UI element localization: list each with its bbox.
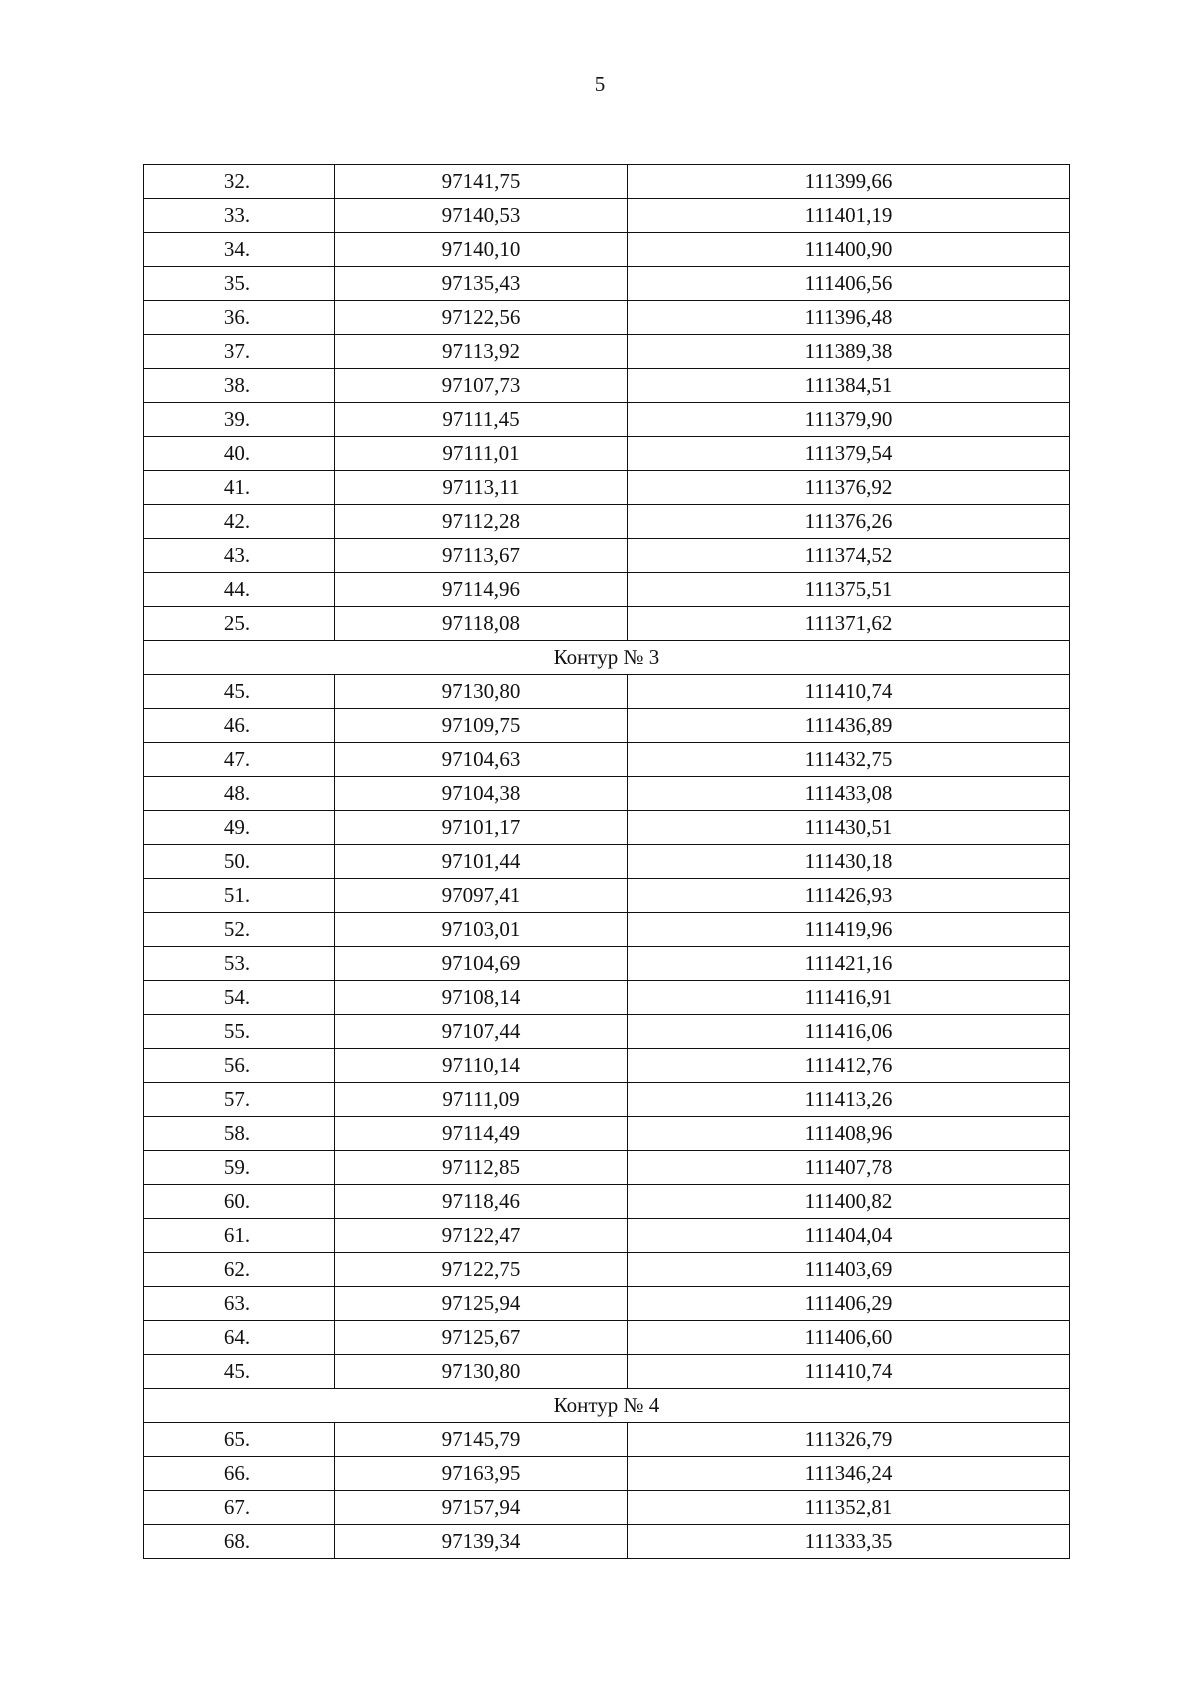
point-number: 36. [223, 305, 251, 329]
y-coordinate: 111436,89 [628, 709, 1070, 743]
point-number-cell [144, 471, 335, 505]
point-number: 25. [223, 611, 251, 635]
point-number-cell [144, 709, 335, 743]
point-number-cell [144, 1219, 335, 1253]
point-number: 42. [223, 509, 251, 533]
point-number-cell [144, 1117, 335, 1151]
point-number: 65. [223, 1427, 251, 1451]
point-number: 35. [223, 271, 251, 295]
point-number: 55. [223, 1019, 251, 1043]
point-number: 68. [223, 1529, 251, 1553]
x-coordinate: 97122,56 [335, 301, 628, 335]
x-coordinate: 97113,11 [335, 471, 628, 505]
point-number-cell [144, 301, 335, 335]
point-number: 32. [223, 169, 251, 193]
table-row [144, 573, 1070, 607]
table-row [144, 913, 1070, 947]
table-row [144, 165, 1070, 199]
x-coordinate: 97112,28 [335, 505, 628, 539]
table-row [144, 505, 1070, 539]
point-number: 51. [223, 883, 251, 907]
point-number-cell [144, 777, 335, 811]
x-coordinate: 97118,08 [335, 607, 628, 641]
y-coordinate: 111375,51 [628, 573, 1070, 607]
x-coordinate: 97125,67 [335, 1321, 628, 1355]
x-coordinate: 97125,94 [335, 1287, 628, 1321]
point-number: 58. [223, 1121, 251, 1145]
table-row [144, 675, 1070, 709]
table-row [144, 403, 1070, 437]
point-number: 43. [223, 543, 251, 567]
x-coordinate: 97130,80 [335, 675, 628, 709]
point-number: 57. [223, 1087, 251, 1111]
point-number: 63. [223, 1291, 251, 1315]
y-coordinate: 111401,19 [628, 199, 1070, 233]
table-row [144, 811, 1070, 845]
table-row [144, 607, 1070, 641]
point-number-cell [144, 437, 335, 471]
y-coordinate: 111406,56 [628, 267, 1070, 301]
x-coordinate: 97104,69 [335, 947, 628, 981]
y-coordinate: 111400,82 [628, 1185, 1070, 1219]
point-number: 47. [223, 747, 251, 771]
point-number-cell [144, 1253, 335, 1287]
point-number-cell [144, 1049, 335, 1083]
point-number-cell [144, 573, 335, 607]
y-coordinate: 111346,24 [628, 1457, 1070, 1491]
table-row [144, 301, 1070, 335]
point-number: 46. [223, 713, 251, 737]
x-coordinate: 97130,80 [335, 1355, 628, 1389]
y-coordinate: 111410,74 [628, 1355, 1070, 1389]
point-number-cell [144, 1457, 335, 1491]
y-coordinate: 111403,69 [628, 1253, 1070, 1287]
x-coordinate: 97114,49 [335, 1117, 628, 1151]
y-coordinate: 111413,26 [628, 1083, 1070, 1117]
contour-label: Контур № 3 [144, 641, 1070, 675]
table-row [144, 1287, 1070, 1321]
x-coordinate: 97107,44 [335, 1015, 628, 1049]
x-coordinate: 97163,95 [335, 1457, 628, 1491]
coordinates-table [143, 164, 1070, 1559]
contour-label: Контур № 4 [144, 1389, 1070, 1423]
x-coordinate: 97114,96 [335, 573, 628, 607]
point-number: 54. [223, 985, 251, 1009]
x-coordinate: 97112,85 [335, 1151, 628, 1185]
point-number-cell [144, 539, 335, 573]
point-number: 38. [223, 373, 251, 397]
y-coordinate: 111408,96 [628, 1117, 1070, 1151]
point-number: 60. [223, 1189, 251, 1213]
table-row [144, 539, 1070, 573]
point-number: 45. [223, 679, 251, 703]
point-number: 40. [223, 441, 251, 465]
y-coordinate: 111419,96 [628, 913, 1070, 947]
table-row [144, 947, 1070, 981]
point-number-cell [144, 981, 335, 1015]
y-coordinate: 111412,76 [628, 1049, 1070, 1083]
x-coordinate: 97110,14 [335, 1049, 628, 1083]
point-number: 56. [223, 1053, 251, 1077]
point-number-cell [144, 1321, 335, 1355]
x-coordinate: 97157,94 [335, 1491, 628, 1525]
y-coordinate: 111333,35 [628, 1525, 1070, 1559]
y-coordinate: 111410,74 [628, 675, 1070, 709]
y-coordinate: 111326,79 [628, 1423, 1070, 1457]
x-coordinate: 97113,92 [335, 335, 628, 369]
table-row [144, 743, 1070, 777]
y-coordinate: 111430,51 [628, 811, 1070, 845]
x-coordinate: 97101,17 [335, 811, 628, 845]
point-number-cell [144, 199, 335, 233]
point-number-cell [144, 1491, 335, 1525]
table-row [144, 1491, 1070, 1525]
point-number: 33. [223, 203, 251, 227]
point-number-cell [144, 913, 335, 947]
x-coordinate: 97104,63 [335, 743, 628, 777]
table-row [144, 1355, 1070, 1389]
point-number: 62. [223, 1257, 251, 1281]
x-coordinate: 97122,47 [335, 1219, 628, 1253]
x-coordinate: 97140,10 [335, 233, 628, 267]
x-coordinate: 97145,79 [335, 1423, 628, 1457]
table-row [144, 1321, 1070, 1355]
y-coordinate: 111379,90 [628, 403, 1070, 437]
table-row [144, 879, 1070, 913]
y-coordinate: 111426,93 [628, 879, 1070, 913]
point-number-cell [144, 607, 335, 641]
y-coordinate: 111399,66 [628, 165, 1070, 199]
point-number: 45. [223, 1359, 251, 1383]
table-row [144, 1083, 1070, 1117]
table-row [144, 233, 1070, 267]
table-row [144, 1423, 1070, 1457]
point-number-cell [144, 505, 335, 539]
table-row [144, 1015, 1070, 1049]
x-coordinate: 97103,01 [335, 913, 628, 947]
x-coordinate: 97118,46 [335, 1185, 628, 1219]
table-row [144, 199, 1070, 233]
point-number-cell [144, 845, 335, 879]
table-row [144, 267, 1070, 301]
point-number: 67. [223, 1495, 251, 1519]
point-number-cell [144, 267, 335, 301]
x-coordinate: 97113,67 [335, 539, 628, 573]
point-number-cell [144, 1287, 335, 1321]
point-number: 48. [223, 781, 251, 805]
y-coordinate: 111407,78 [628, 1151, 1070, 1185]
y-coordinate: 111433,08 [628, 777, 1070, 811]
point-number: 66. [223, 1461, 251, 1485]
point-number-cell [144, 1185, 335, 1219]
x-coordinate: 97111,45 [335, 403, 628, 437]
y-coordinate: 111384,51 [628, 369, 1070, 403]
y-coordinate: 111396,48 [628, 301, 1070, 335]
table-row [144, 1151, 1070, 1185]
y-coordinate: 111352,81 [628, 1491, 1070, 1525]
x-coordinate: 97104,38 [335, 777, 628, 811]
x-coordinate: 97122,75 [335, 1253, 628, 1287]
y-coordinate: 111421,16 [628, 947, 1070, 981]
coordinates-table-body [144, 165, 1070, 1559]
y-coordinate: 111400,90 [628, 233, 1070, 267]
table-row [144, 471, 1070, 505]
y-coordinate: 111406,29 [628, 1287, 1070, 1321]
point-number: 52. [223, 917, 251, 941]
y-coordinate: 111430,18 [628, 845, 1070, 879]
y-coordinate: 111374,52 [628, 539, 1070, 573]
x-coordinate: 97097,41 [335, 879, 628, 913]
point-number-cell [144, 1083, 335, 1117]
x-coordinate: 97140,53 [335, 199, 628, 233]
point-number-cell [144, 1151, 335, 1185]
table-row [144, 1117, 1070, 1151]
point-number-cell [144, 233, 335, 267]
table-row [144, 335, 1070, 369]
point-number: 41. [223, 475, 251, 499]
point-number-cell [144, 811, 335, 845]
point-number: 53. [223, 951, 251, 975]
point-number-cell [144, 403, 335, 437]
y-coordinate: 111379,54 [628, 437, 1070, 471]
y-coordinate: 111389,38 [628, 335, 1070, 369]
point-number: 64. [223, 1325, 251, 1349]
point-number: 44. [223, 577, 251, 601]
point-number: 49. [223, 815, 251, 839]
x-coordinate: 97139,34 [335, 1525, 628, 1559]
x-coordinate: 97101,44 [335, 845, 628, 879]
x-coordinate: 97135,43 [335, 267, 628, 301]
table-row [144, 777, 1070, 811]
point-number-cell [144, 165, 335, 199]
point-number-cell [144, 1423, 335, 1457]
table-row [144, 981, 1070, 1015]
point-number: 61. [223, 1223, 251, 1247]
table-row [144, 1219, 1070, 1253]
table-row [144, 1525, 1070, 1559]
point-number: 39. [223, 407, 251, 431]
x-coordinate: 97111,01 [335, 437, 628, 471]
x-coordinate: 97141,75 [335, 165, 628, 199]
point-number: 59. [223, 1155, 251, 1179]
point-number-cell [144, 675, 335, 709]
contour-header-row [144, 641, 1070, 675]
y-coordinate: 111406,60 [628, 1321, 1070, 1355]
table-row [144, 845, 1070, 879]
x-coordinate: 97109,75 [335, 709, 628, 743]
point-number-cell [144, 879, 335, 913]
point-number-cell [144, 1355, 335, 1389]
contour-header-row [144, 1389, 1070, 1423]
y-coordinate: 111376,92 [628, 471, 1070, 505]
point-number-cell [144, 1525, 335, 1559]
table-row [144, 437, 1070, 471]
x-coordinate: 97111,09 [335, 1083, 628, 1117]
table-row [144, 709, 1070, 743]
table-row [144, 1049, 1070, 1083]
page-number: 5 [594, 72, 606, 96]
table-row [144, 1185, 1070, 1219]
point-number: 34. [223, 237, 251, 261]
x-coordinate: 97108,14 [335, 981, 628, 1015]
y-coordinate: 111404,04 [628, 1219, 1070, 1253]
point-number-cell [144, 335, 335, 369]
point-number-cell [144, 743, 335, 777]
table-row [144, 369, 1070, 403]
point-number-cell [144, 1015, 335, 1049]
y-coordinate: 111371,62 [628, 607, 1070, 641]
y-coordinate: 111416,06 [628, 1015, 1070, 1049]
table-row [144, 1253, 1070, 1287]
x-coordinate: 97107,73 [335, 369, 628, 403]
point-number-cell [144, 947, 335, 981]
y-coordinate: 111416,91 [628, 981, 1070, 1015]
point-number: 50. [223, 849, 251, 873]
y-coordinate: 111376,26 [628, 505, 1070, 539]
y-coordinate: 111432,75 [628, 743, 1070, 777]
table-row [144, 1457, 1070, 1491]
point-number-cell [144, 369, 335, 403]
point-number: 37. [223, 339, 251, 363]
